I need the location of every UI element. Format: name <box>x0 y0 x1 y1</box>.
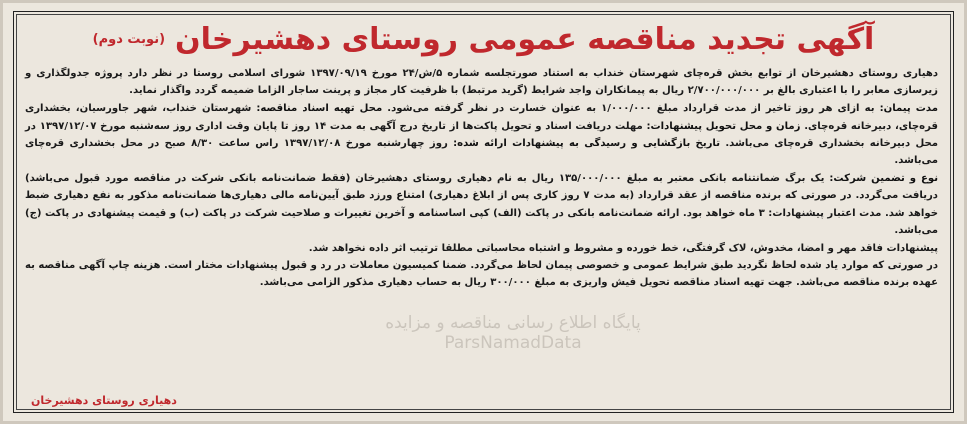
closing-paragraph: در صورتی که موارد یاد شده لحاظ نگردید طبق شرایط عمومی و خصوصی پیمان لحاظ می‌گردد. ضمنا کمیسیون معاملات در رد و قبول پیشنهادات مختار است. هزینه چاپ آگهی مناقصه به عهده برنده مناقصه می‌باشد. جهت تهیه اسناد مناقصه تحویل فیش واریزی به مبلغ ۳۰۰/۰۰۰ ریال به حساب دهیاری مذکور الزامی می‌باشد. <box>25 260 938 289</box>
time-text: مهلت دریافت اسناد و تحویل پاکت‌ها از تاریخ درج آگهی به مدت ۱۴ روز تا پایان وقت اداری روز سه‌شنبه مورخ ۱۳۹۷/۱۲/۰۷ در محل دبیرخانه بخشداری قره‌چای می‌باشد. <box>25 120 938 149</box>
location-heading: محل تهیه اسناد مناقصه: <box>256 103 388 115</box>
notice-body <box>25 65 938 292</box>
guarantee-paragraph <box>25 170 938 239</box>
guarantee-text: یک برگ ضمانتنامه بانکی معتبر به مبلغ ۱۳۵/۰۰۰/۰۰۰ ریال به نام دهیاری روستای دهشیرخان (فقط ضمانت‌نامه بانکی شرکت در مناقصه مورد قبول می‌باشد) دریافت می‌گردد. در صورتی که برنده مناقصه از عقد قرارداد (به مدت ۷ روز کاری پس از ابلاغ دهیاری) امتناع ورزد طبق آیین‌نامه مالی دهیاری‌ها ضمانت‌نامه مذکور به نفع دهیاری ضبط خواهد شد. مدت اعتبار پیشنهادات: ۳ ماه خواهد بود. ارائه ضمانت‌نامه بانکی در پاکت (الف) کپی اساسنامه و آخرین تغییرات و صلاحیت شرکت در پاکت (ب) و قیمت پیشنهادی در پاکت (ج) می‌باشد. <box>25 173 938 236</box>
watermark-line-2: ParsNamadData <box>444 333 582 353</box>
duration-paragraph <box>25 100 938 169</box>
signature: دهیاری روستای دهشیرخان <box>31 394 177 407</box>
notice-subtitle: (نوبت دوم) <box>92 31 166 47</box>
intro-paragraph: دهیاری روستای دهشیرخان از توابع بخش قره‌چای شهرستان خنداب به استناد صورتجلسه شماره ۵/ش/۲۴ مورخ ۱۳۹۷/۰۹/۱۹ شورای اسلامی روستا در نظر دارد پروژه جدولگذاری و زیرسازی معابر را با اعتباری بالغ بر ۲/۷۰۰/۰۰۰/۰۰۰ ریال به پیمانکاران واجد شرایط (گرید مرتبط) با ظرفیت کار مجاز و پرینت ساجار الزاما ضمیمه گردد واگذار نماید. <box>25 68 939 97</box>
opening-heading: تاریخ بازگشایی و رسیدگی به پیشنهادات ارائه شده: <box>453 137 726 149</box>
opening-text: روز چهارشنبه مورخ ۱۳۹۷/۱۲/۰۸ راس ساعت ۸/۳۰ صبح در محل بخشداری قره‌چای می‌باشد. <box>25 137 938 167</box>
time-heading: زمان و محل تحویل پیشنهادات: <box>646 120 805 132</box>
notice-title: آگهی تجدید مناقصه عمومی روستای دهشیرخان <box>175 21 875 57</box>
duration-text: به ازای هر روز تاخیر از مدت قرارداد مبلغ ۱/۰۰۰/۰۰۰ به عنوان خسارت در نظر گرفته می‌شود. <box>387 103 880 115</box>
newspaper-clipping <box>3 3 964 421</box>
duration-heading: مدت پیمان: <box>879 103 939 115</box>
guarantee-heading: نوع و تضمین شرکت: <box>829 173 938 185</box>
watermark-line-1: پایگاه اطلاع رسانی مناقصه و مزایده <box>385 313 641 333</box>
title-row <box>3 19 964 59</box>
location-text: شهرستان خنداب، شهر جاورسیان، بخشداری قره‌چای، دبیرخانه قره‌چای. <box>25 103 938 132</box>
invalid-bids-paragraph: پیشنهادات فاقد مهر و امضا، مخدوش، لاک گرفتگی، خط خورده و مشروط و اشتباه محاسباتی مطلقا ترتیب اثر داده نخواهد شد. <box>308 243 938 255</box>
